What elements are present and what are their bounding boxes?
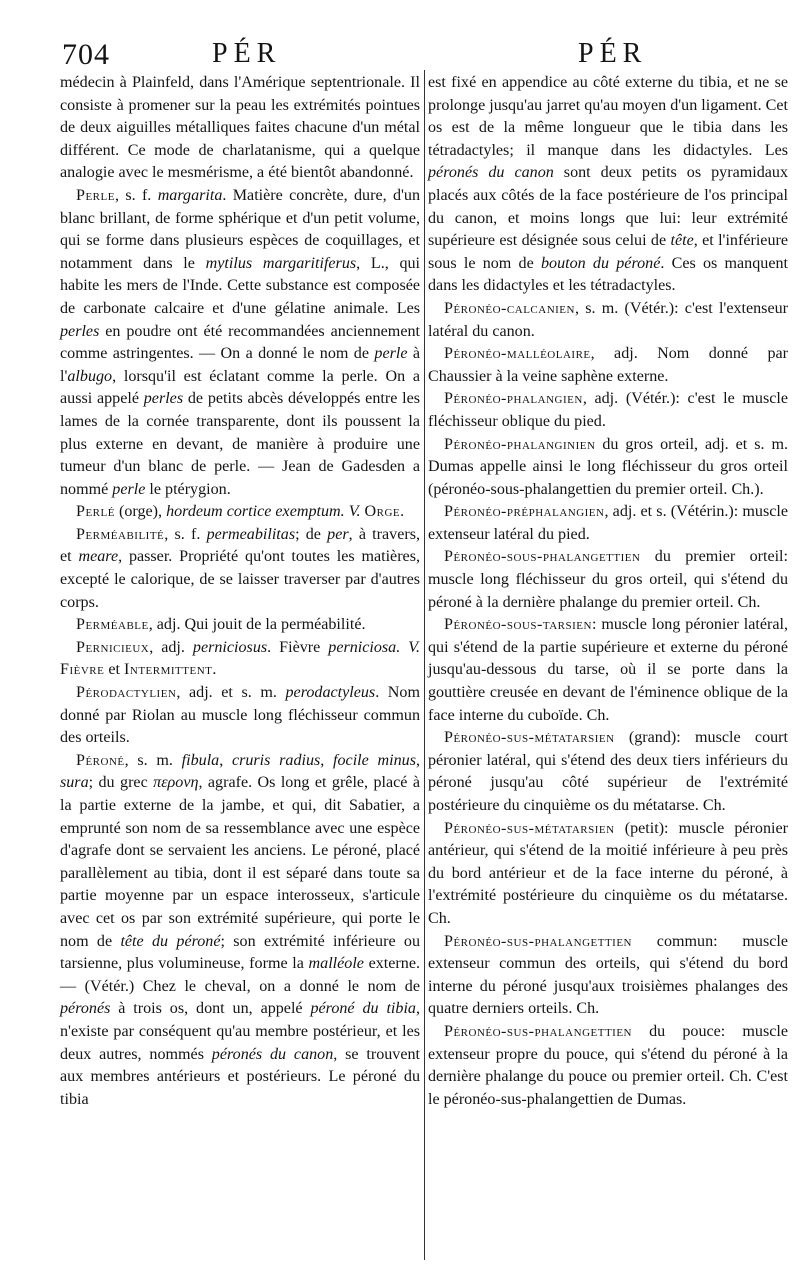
running-head-right: PÉR (578, 38, 648, 69)
italic-term: focile minus (333, 751, 416, 769)
entry-text: , passer. Propriété qu'ont toutes les matières, excepté le calorique, de se laisser traverser par d'autres corps. (60, 548, 420, 611)
entry-text: , adj. et s. (Vétérin.): muscle extenseur latéral du pied. (428, 503, 788, 543)
headword: Péronéo-calcanien (444, 299, 575, 317)
entry-text: est fixé en appendice au côté externe du tibia, et ne se prolonge jusqu'au jarret qu'au moyen d'un ligament. Cet os est de la même longueur que le tibia dans les tétradactyles; il manque dans les didactyles. Les (428, 74, 788, 159)
headword: Pernicieux (76, 638, 150, 656)
italic-term: fibula (181, 751, 220, 769)
entry-text: médecin à Plainfeld, dans l'Amérique septentrionale. Il consiste à promener sur la peau les extrémités pointues de deux aiguilles métalliques faites chacune d'un métal différent. Ce mode de charlatanisme, qui a quelque analogie avec le mesmérisme, a été bientôt abandonné. (60, 74, 420, 182)
entry-text: (petit): muscle péronier antérieur, qui s'étend de la moitié inférieure à peu près du bord antérieur et de la face interne du péroné, à l'extrémité postérieure du cinquième os du métatarse. Ch. (428, 819, 788, 927)
entry-text: , lorsqu'il est éclatant comme la perle. On a aussi appelé (60, 367, 420, 408)
left-column (60, 72, 420, 1111)
italic-term: cruris radius (231, 751, 321, 769)
headword: Péronéo-sous-phalangettien (444, 548, 641, 566)
italic-term: permeabilitas (206, 525, 296, 543)
entry-text: , se trouvent aux membres antérieurs et postérieurs. Le péroné du tibia (60, 1045, 421, 1108)
entry-text: , adj. Qui jouit de la perméabilité. (148, 616, 366, 634)
headword: Perméabilité (76, 525, 165, 543)
headword: Fièvre (60, 661, 105, 679)
entry-pernicieux (60, 637, 420, 682)
running-head-left: PÉR (212, 38, 282, 69)
headword: Perle (76, 186, 115, 204)
italic-term: sura (60, 774, 89, 792)
headword: Intermittent (124, 661, 213, 679)
entry-text: , s. f. (164, 525, 207, 543)
page-number: 704 (62, 38, 110, 71)
italic-term: péronés du canon (428, 164, 554, 182)
entry-text: le ptérygion. (145, 480, 231, 498)
entry-text: , n'existe par conséquent qu'au membre postérieur, et les deux autres, nommés (60, 1000, 420, 1063)
entry-text: . Nom donné par Riolan au muscle long fléchisseur commun des orteils. (60, 684, 420, 747)
entry-peroneo-phalanginien (428, 434, 788, 502)
headword: Péronéo-sus-phalangettien (444, 1022, 632, 1040)
entry-peroneo-sus-metatarsien-petit (428, 818, 788, 931)
entry-text: , adj. Nom donné par Chaussier à la veine saphène externe. (428, 345, 788, 385)
italic-term: tête du péroné (120, 932, 221, 950)
entry-permeable (60, 614, 420, 637)
entry-text: en poudre ont été recommandées anciennement comme astringentes. — On a donné le nom de (60, 322, 420, 363)
entry-text: ; du grec (88, 774, 154, 792)
entry-text: , et l'inférieure sous le nom de (428, 232, 788, 272)
headword: Perméable (76, 616, 149, 634)
headword: Péronéo-malléolaire (444, 345, 591, 363)
italic-term: perniciosus (192, 638, 268, 656)
entry-text: commun: muscle extenseur commun des orteils, qui s'étend du bord interne du péroné jusqu'aux troisièmes phalanges des quatre derniers orteils. Ch. (428, 932, 788, 1018)
entry-text: à trois os, dont un, appelé (110, 1000, 311, 1018)
entry-peroneo-sus-phalangettien-commun (428, 931, 788, 1021)
entry-text: , L., qui habite les mers de l'Inde. Cette substance est composée de carbonate calcaire et d'une gélatine animale. Les (60, 254, 421, 317)
entry-permeabilite (60, 524, 420, 614)
entry-perone-cont (428, 72, 788, 298)
entry-text: , s. f. (114, 186, 158, 204)
entry-perodactylien (60, 682, 420, 750)
entry-text: , s. m. (124, 751, 182, 769)
entry-text: , adj. (149, 638, 193, 656)
italic-term: péronés du canon (211, 1045, 334, 1063)
entry-text: du pouce: muscle extenseur propre du pouce, qui s'étend du péroné à la dernière phalange du pouce ou premier orteil. Ch. C'est le péronéo-sus-phalangettien de Dumas. (428, 1022, 788, 1108)
entry-continuation (60, 72, 420, 185)
column-divider (424, 70, 425, 1260)
entry-peroneo-calcanien (428, 298, 788, 343)
headword: Péronéo-phalangien (444, 390, 583, 408)
entry-text: , (320, 751, 334, 769)
entry-peroneo-sus-metatarsien-grand (428, 727, 788, 817)
headword: Péroné (76, 751, 125, 769)
entry-peroneo-sous-phalangettien (428, 546, 788, 614)
italic-term: perles (60, 322, 100, 340)
entry-text: , (219, 751, 232, 769)
entry-text: sont deux petits os pyramidaux placés aux côtés de la face postérieure de l'os principal du canon, et moins longs que lui: leur extrémité supérieure est désignée sous celui de (428, 164, 788, 250)
entry-text: , agrafe. Os long et grêle, placé à la partie externe de la jambe, et qui, dit Sabatier, a emprunté son nom de sa ressemblance avec une espèce d'agrafe dont se servaient les anciens. Le péroné, placé parallèlement au tibia, dont il est séparé dans toute sa partie moyenne par un espace interosseux, s'articule avec cet os par son extrémité supérieure, qui porte le nom de (60, 774, 421, 950)
headword: Péronéo-sus-métatarsien (444, 729, 615, 747)
entry-text: (orge), (114, 503, 167, 521)
italic-term: perle (374, 345, 408, 363)
entry-peroneo-phalangien (428, 388, 788, 433)
entry-text: de petits abcès développés entre les lames de la cornée transparente, dont ils poussent la plus externe en devant, de manière à produire une tumeur d'un blanc de perle. — Jean de Gadesden a nommé (60, 390, 420, 498)
entry-text: du premier orteil: muscle long fléchisseur du gros orteil, qui s'étend du péroné à la dernière phalange du premier orteil. Ch. (428, 548, 788, 611)
entry-peroneo-sous-tarsien (428, 614, 788, 727)
entry-peroneo-sus-phalangettien-pouce (428, 1021, 788, 1111)
italic-term: péronés (60, 1000, 111, 1018)
entry-peroneo-prephalangien (428, 501, 788, 546)
italic-term: malléole (308, 955, 364, 973)
headword: Péronéo-sus-métatarsien (444, 819, 615, 837)
italic-term: perles (143, 390, 184, 408)
italic-term: mytilus margaritiferus (205, 254, 357, 272)
headword: Péronéo-sous-tarsien (444, 616, 592, 634)
italic-term: margarita (157, 186, 223, 204)
entry-text: ; de (295, 525, 328, 543)
italic-term: bouton du péroné (540, 254, 661, 272)
entry-perle (60, 185, 420, 501)
headword: Péronéo-sus-phalangettien (444, 932, 632, 950)
page-header (0, 28, 800, 71)
entry-text: . Fièvre (267, 638, 329, 656)
headword: Péronéo-préphalangien (444, 503, 605, 521)
entry-text: externe. — (Vétér.) Chez le cheval, on a donné le nom de (60, 955, 420, 995)
entry-text: , adj. et s. m. (176, 684, 286, 702)
italic-term: perle (112, 480, 146, 498)
entry-text: ; son extrémité inférieure ou tarsienne, plus volumineuse, forme la (60, 932, 420, 973)
italic-term: hordeum cortice exemptum. V. (166, 503, 361, 521)
italic-term: tête (670, 232, 694, 250)
italic-term: péroné du tibia (310, 1000, 416, 1018)
headword: Perlé (76, 503, 115, 521)
right-column (428, 72, 788, 1111)
italic-term: albugo (67, 367, 113, 385)
entry-text: , à travers, et (60, 525, 420, 566)
entry-perone (60, 750, 420, 1112)
entry-text: . (400, 503, 405, 521)
italic-term: meare (78, 548, 119, 566)
entry-text: et (104, 661, 125, 679)
entry-text: : muscle long péronier latéral, qui s'étend de la partie supérieure et externe du péroné jusqu'au-dessous du tarse, où il se porte dans la gouttière creusée en devant de l'éminence oblique de la face interne du cuboïde. Ch. (428, 616, 788, 724)
entry-text: à l' (60, 345, 420, 385)
italic-term: per (327, 525, 349, 543)
entry-peroneo-malleolaire (428, 343, 788, 388)
entry-text: . (212, 661, 217, 679)
italic-term: perniciosa. V. (328, 638, 420, 656)
entry-text: , adj. (Vétér.): c'est le muscle fléchisseur oblique du pied. (428, 390, 788, 430)
entry-perle-orge (60, 501, 420, 524)
entry-text: . Matière concrète, dure, d'un blanc brillant, de forme sphérique et d'un petit volume, qui se forme dans plusieurs espèces de coquillages, et notamment dans le (60, 186, 421, 272)
italic-term: perodactyleus (285, 684, 376, 702)
headword: Orge (364, 503, 401, 521)
headword: Pérodactylien (76, 684, 177, 702)
entry-text: (grand): muscle court péronier latéral, qui s'étend des deux tiers inférieurs du péroné jusqu'au côté supérieur de l'extrémité postérieure du cinquième os du métatarse. Ch. (428, 729, 788, 814)
entry-text: . Ces os manquent dans les didactyles et les tétradactyles. (428, 254, 788, 295)
entry-text: du gros orteil, adj. et s. m. Dumas appelle ainsi le long fléchisseur du gros orteil (péronéo-sous-phalangettien du premier orteil. Ch.). (428, 435, 788, 498)
headword: Péronéo-phalanginien (444, 435, 596, 453)
entry-text: , (415, 751, 420, 769)
italic-term: περονη (153, 774, 199, 792)
entry-text: , s. m. (Vétér.): c'est l'extenseur latéral du canon. (428, 299, 788, 340)
